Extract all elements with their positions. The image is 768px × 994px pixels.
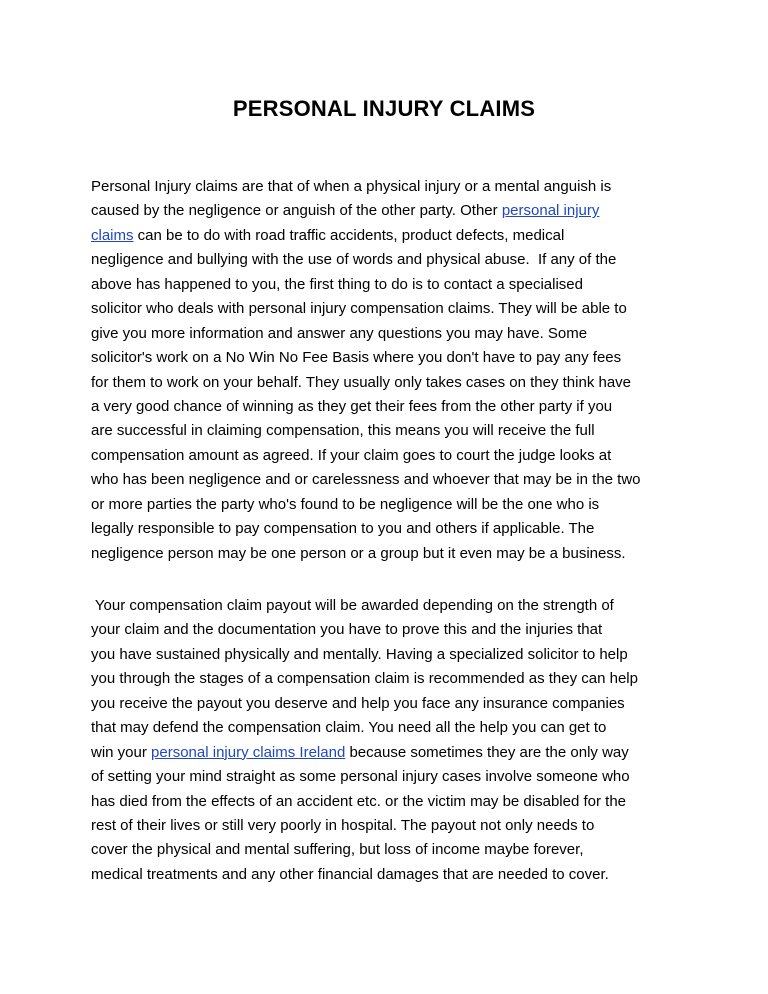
text-line: negligence and bullying with the use of words and physical abuse. If any of the xyxy=(91,251,617,269)
text-segment: can be to do with road traffic accidents, product defects, medical xyxy=(133,226,565,244)
text-line: solicitor's work on a No Win No Fee Basis where you don't have to pay any fees xyxy=(91,349,622,367)
text-line: or more parties the party who's found to be negligence will be the one who is xyxy=(91,495,600,513)
text-line: above has happened to you, the first thing to do is to contact a specialised xyxy=(91,275,583,293)
personal-injury-claims-ireland-link[interactable]: personal injury claims Ireland xyxy=(151,743,346,761)
text-line xyxy=(91,741,691,765)
text-line: negligence person may be one person or a group but it even may be a business. xyxy=(91,544,626,562)
text-line xyxy=(91,199,691,223)
text-line: Your compensation claim payout will be awarded depending on the strength of xyxy=(91,597,614,614)
text-line: solicitor who deals with personal injury compensation claims. They will be able to xyxy=(91,300,627,318)
text-line: medical treatments and any other financial damages that are needed to cover. xyxy=(91,865,609,883)
text-line: are successful in claiming compensation, this means you will receive the full xyxy=(91,422,595,440)
text-line: you receive the payout you deserve and help you face any insurance companies xyxy=(91,694,625,712)
paragraph-2 xyxy=(91,594,691,887)
text-line: rest of their lives or still very poorly in hospital. The payout not only needs to xyxy=(91,816,595,834)
personal-injury-claims-link[interactable]: personal injury xyxy=(501,202,600,220)
text-line: who has been negligence and or carelessness and whoever that may be in the two xyxy=(91,471,641,489)
text-line: that may defend the compensation claim. You need all the help you can get to xyxy=(91,719,607,737)
text-segment: caused by the negligence or anguish of the other party. Other xyxy=(91,202,502,220)
text-line: you through the stages of a compensation claim is recommended as they can help xyxy=(91,670,638,688)
text-line: give you more information and answer any questions you may have. Some xyxy=(91,324,588,342)
text-line: has died from the effects of an accident etc. or the victim may be disabled for the xyxy=(91,792,627,810)
text-line: legally responsible to pay compensation to you and others if applicable. The xyxy=(91,520,595,538)
text-line: your claim and the documentation you have to prove this and the injuries that xyxy=(91,621,603,639)
text-line: for them to work on your behalf. They usually only takes cases on they think have xyxy=(91,373,632,391)
page-title: PERSONAL INJURY CLAIMS xyxy=(232,96,536,121)
paragraph-1 xyxy=(91,175,691,566)
text-line xyxy=(91,224,691,248)
text-segment: win your xyxy=(91,743,152,761)
personal-injury-claims-link-continued[interactable]: claims xyxy=(91,226,134,244)
text-line: a very good chance of winning as they get their fees from the other party if you xyxy=(91,397,613,415)
text-line: of setting your mind straight as some personal injury cases involve someone who xyxy=(91,768,630,786)
text-line: Personal Injury claims are that of when a physical injury or a mental anguish is xyxy=(91,178,612,195)
text-segment: because sometimes they are the only way xyxy=(345,743,629,761)
text-line: you have sustained physically and mentally. Having a specialized solicitor to help xyxy=(91,645,628,663)
text-line: compensation amount as agreed. If your claim goes to court the judge looks at xyxy=(91,446,612,464)
text-line: cover the physical and mental suffering, but loss of income maybe forever, xyxy=(91,841,584,859)
